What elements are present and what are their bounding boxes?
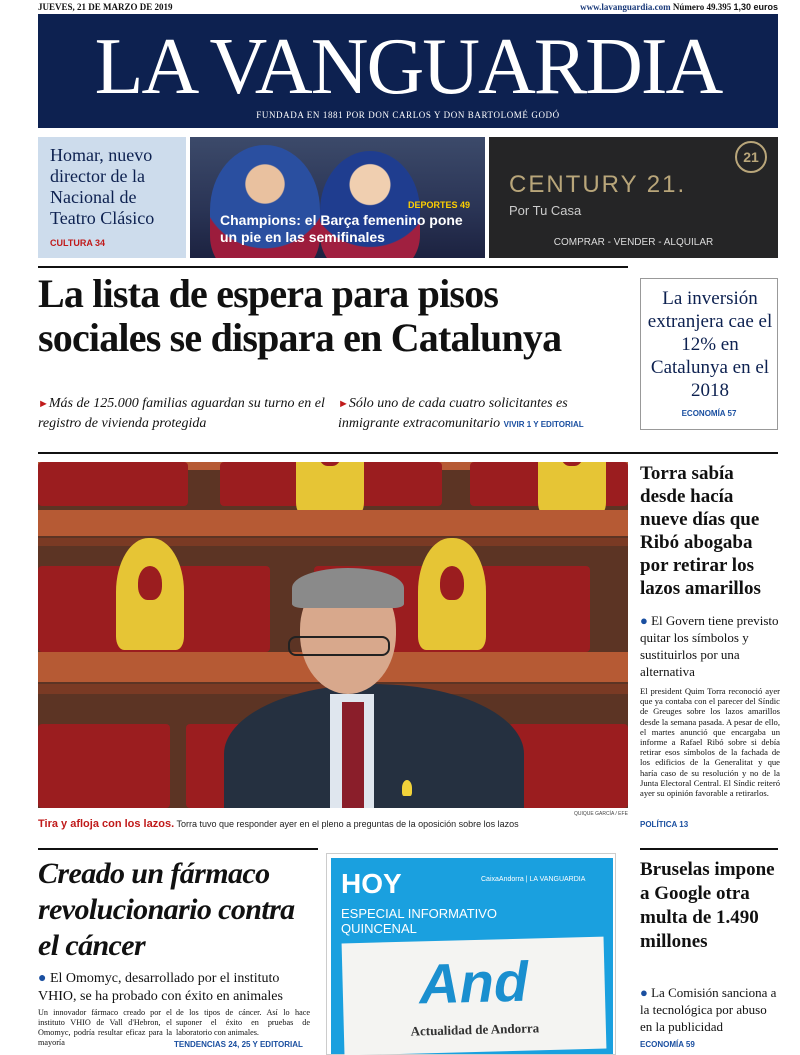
farmaco-body-col1: Un innovador fármaco creado por el instituto VHIO de Vall d'Hebron, el Omomyc, podría resultar eficaz para la mayoría — [38, 1008, 172, 1047]
triangle-bullet-icon: ► — [38, 398, 49, 410]
divider — [38, 848, 318, 850]
issue-date: JUEVES, 21 DE MARZO DE 2019 — [38, 2, 173, 12]
yellow-ribbon-icon — [538, 462, 606, 516]
divider — [38, 266, 628, 268]
lead-photo[interactable] — [38, 462, 628, 808]
website-link[interactable]: www.lavanguardia.com — [580, 2, 671, 12]
torra-subhead — [640, 612, 780, 680]
yellow-ribbon-icon — [116, 538, 184, 650]
lead-headline[interactable]: La lista de espera para pisos sociales se dispara en Catalunya — [38, 271, 562, 360]
seat — [38, 724, 170, 808]
torra-headline[interactable]: Torra sabía desde hacía nueve días que Ribó abogaba por retirar los lazos amarillos — [640, 463, 761, 599]
bullet-dot-icon: ● — [38, 971, 50, 986]
issue-number: Número 49.395 — [672, 2, 732, 12]
lead-subhead-b-text: Sólo uno de cada cuatro solicitantes es inmigrante extracomunitario — [338, 396, 568, 431]
lead-subhead-a — [38, 394, 328, 433]
divider — [38, 452, 778, 454]
divider — [640, 848, 778, 850]
masthead — [38, 14, 778, 128]
person-tie — [342, 702, 364, 808]
promo-homar-section: CULTURA 34 — [50, 238, 106, 248]
promo-homar-headline: Homar, nuevo director de la Nacional de Teatro Clásico — [50, 145, 155, 228]
ad-services: COMPRAR - VENDER - ALQUILAR — [553, 237, 714, 248]
bruselas-subhead-text: La Comisión sanciona a la tecnológica por abuso en la publicidad — [640, 985, 777, 1034]
torra-section[interactable]: POLÍTICA 13 — [640, 820, 689, 829]
promo-champions[interactable] — [190, 137, 485, 258]
farmaco-section[interactable]: TENDENCIAS 24, 25 Y EDITORIAL — [174, 1040, 303, 1049]
issue-price: 1,30 euros — [733, 2, 778, 12]
photo-caption — [38, 818, 628, 830]
bullet-dot-icon: ● — [640, 613, 652, 628]
yellow-ribbon-icon — [418, 538, 486, 650]
farmaco-subhead — [38, 970, 318, 1006]
lead-subhead-a-text: Más de 125.000 familias aguardan su turno en el registro de vivienda protegida — [38, 396, 325, 431]
top-bar — [38, 2, 778, 14]
ad-andorra-especial: ESPECIAL INFORMATIVO QUINCENAL — [341, 906, 498, 936]
ad-andorra-card — [342, 937, 607, 1055]
seat — [38, 462, 188, 506]
bench-row — [38, 538, 628, 546]
person-hair — [292, 568, 404, 608]
ad-andorra-hoy: HOY — [341, 868, 402, 899]
inversion-headline: La inversión extranjera cae el 12% en Catalunya en el 2018 — [647, 288, 773, 401]
farmaco-body-col2: de los tipos de cáncer. Así lo hace suponer el éxito en pruebas de laboratorio con animales. — [176, 1008, 310, 1037]
photo-caption-bold: Tira y afloja con los lazos. — [38, 818, 175, 830]
triangle-bullet-icon: ► — [338, 398, 349, 410]
bench-row — [38, 510, 628, 536]
ad-andorra-panel — [331, 858, 613, 1054]
promo-homar[interactable] — [38, 137, 186, 258]
ad-andorra-partners: CaixaAndorra | LA VANGUARDIA — [481, 876, 586, 883]
person-glasses — [288, 636, 390, 656]
seat — [508, 724, 628, 808]
century21-logo-icon: 21 — [735, 141, 767, 173]
lead-section[interactable]: VIVIR 1 Y EDITORIAL — [503, 420, 584, 429]
torra-body: El president Quim Torra reconoció ayer que ya contaba con el parecer del Síndic de Greuges sobre los lazos amarillos desde la semana pasada. A pesar de ello, el martes anunció que encargaba un informe a Rafael Ribó sobre si debía retirar esos símbolos de la fachada de los edificios de la Generalitat y que haría caso de su resolución y no de la Junta Electoral Central. El Síndic reiteró ayer su opinión favorable a retirarlos. — [640, 686, 780, 799]
bruselas-section[interactable]: ECONOMÍA 59 — [640, 1040, 695, 1049]
yellow-ribbon-pin-icon — [402, 780, 412, 796]
bullet-dot-icon: ● — [640, 985, 652, 1000]
ad-andorra[interactable] — [326, 853, 616, 1055]
newspaper-logo[interactable]: LA VANGUARDIA — [94, 23, 722, 111]
ad-tagline: Por Tu Casa — [509, 203, 582, 218]
ad-andorra-actualidad: Actualidad de Andorra — [410, 1020, 540, 1039]
farmaco-headline[interactable]: Creado un fármaco revolucionario contra el cáncer — [38, 857, 295, 962]
torra-subhead-text: El Govern tiene previsto quitar los símbolos y sustituirlos por una alternativa — [640, 613, 779, 679]
photo-caption-text: Torra tuvo que responder ayer en el pleno a preguntas de la oposición sobre los lazos — [176, 819, 519, 829]
founded-line: FUNDADA EN 1881 POR DON CARLOS Y DON BARTOLOMÉ GODÓ — [256, 110, 560, 120]
person-suit — [224, 684, 524, 808]
inversion-section: ECONOMÍA 57 — [681, 409, 737, 418]
bruselas-subhead — [640, 984, 780, 1035]
lead-subhead-b — [338, 394, 630, 434]
promo-champions-headline: Champions: el Barça femenino pone un pie en las semifinales — [220, 212, 463, 245]
ad-andorra-logo: And — [418, 949, 529, 1016]
issue-info — [580, 2, 778, 12]
yellow-ribbon-icon — [296, 462, 364, 516]
ad-century21[interactable] — [489, 137, 778, 258]
ad-brand: CENTURY 21. — [509, 171, 687, 198]
inversion-box[interactable] — [640, 278, 778, 430]
photo-credit: QUIQUE GARCÍA / EFE — [574, 811, 628, 817]
bruselas-headline[interactable]: Bruselas impone a Google otra multa de 1.490 millones — [640, 859, 775, 952]
promo-champions-section: DEPORTES 49 — [408, 200, 471, 210]
farmaco-subhead-text: El Omomyc, desarrollado por el instituto VHIO, se ha probado con éxito en animales — [38, 971, 283, 1004]
